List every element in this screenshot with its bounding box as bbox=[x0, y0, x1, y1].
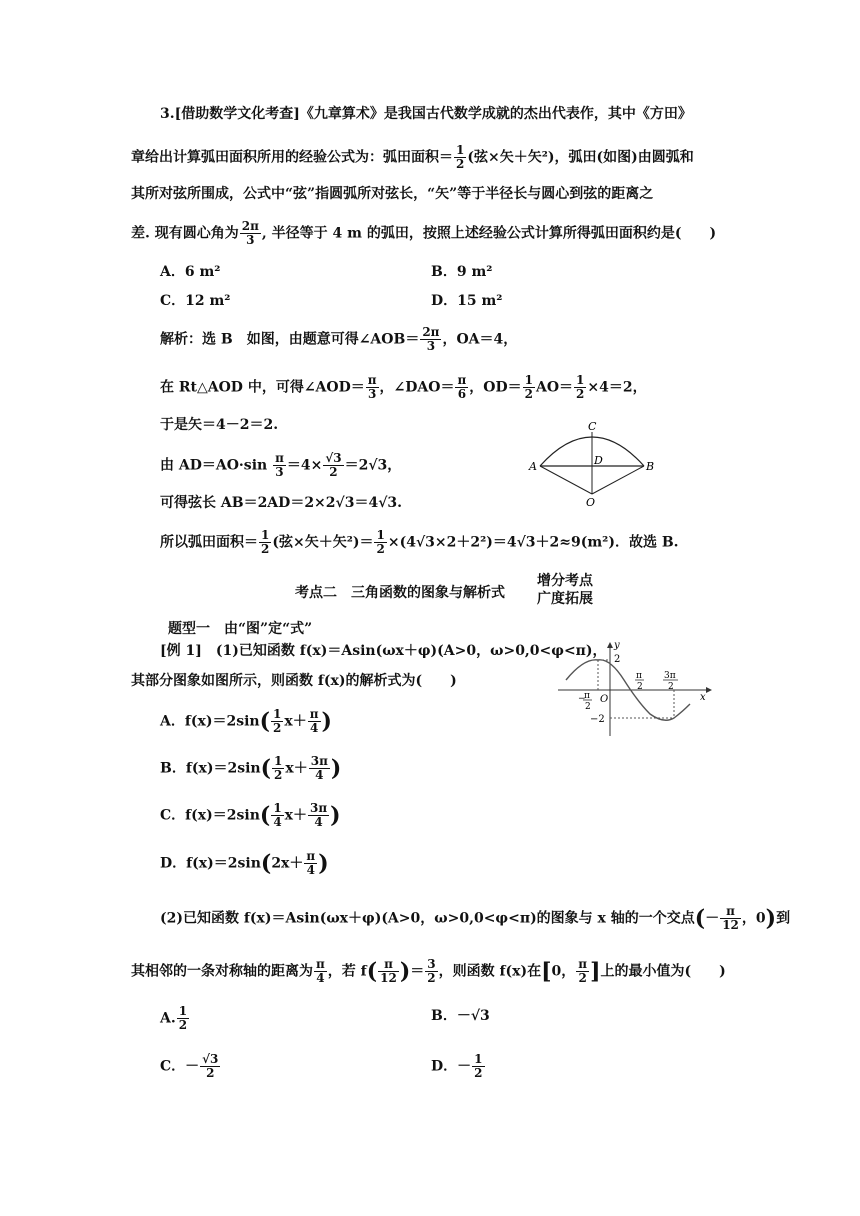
solution-line1: 解析：选 B 如图，由题意可得∠AOB＝ $\frac{2\pi}{3}$ ，OA＝4， bbox=[160, 325, 518, 353]
pi-half-num: π bbox=[636, 671, 642, 681]
q3-line3: 其所对弦所围成，公式中“弦”指圆弧所对弦长，“矢”等于半径长与圆心到弦的距离之 bbox=[131, 186, 654, 202]
question-type-heading: 题型一 由“图”定“式” bbox=[168, 621, 313, 637]
segment-bo bbox=[592, 466, 644, 494]
point-d-label: D bbox=[594, 454, 603, 467]
q3-option-c: C．12 m² bbox=[160, 293, 231, 309]
y-axis-label: y bbox=[614, 640, 620, 651]
y-axis-arrow bbox=[607, 642, 613, 648]
point-c-label: C bbox=[588, 420, 597, 433]
q3-line2: 章给出计算弧田面积所用的经验公式为：弧田面积＝ $\frac{1}{2}$ (弦×矢＋矢²)，弧田(如图)由圆弧和 bbox=[131, 143, 694, 171]
point-a-label: A bbox=[529, 460, 537, 473]
section-tag-1: 增分考点 bbox=[537, 573, 593, 589]
example1-option-b: B．f(x)＝2sin( $\frac{1}{2}$ x＋ $\frac{3\pi}{4}$ ) bbox=[160, 754, 342, 782]
max-value-label: 2 bbox=[614, 654, 621, 665]
solution-line4: 由 AD＝AO·sin $\frac{\pi}{3}$ ＝4× $\frac{√3}{2}$ ＝2√3， bbox=[160, 451, 402, 479]
solution-line5: 可得弦长 AB＝2AD＝2×2√3＝4√3. bbox=[160, 495, 403, 511]
neg-pi-half-sign: − bbox=[578, 694, 586, 704]
three-pi-half-den: 2 bbox=[668, 682, 674, 692]
point-b-label: B bbox=[646, 460, 655, 473]
example2-option-c: C．－ $\frac{√3}{2}$ bbox=[160, 1052, 219, 1080]
sine-graph-figure bbox=[558, 640, 718, 740]
q3-option-d: D．15 m² bbox=[431, 293, 503, 309]
three-pi-half-num: 3π bbox=[664, 671, 676, 681]
example2-option-b: B．－√3 bbox=[431, 1008, 490, 1024]
example2-line1: (2)已知函数 f(x)＝Asin(ωx＋φ)(A>0，ω>0,0<φ<π)的图象与 x 轴的一个交点(－ $\frac{\pi}{12}$ ，0)到 bbox=[160, 904, 791, 932]
example1-option-a: A．f(x)＝2sin( $\frac{1}{2}$ x＋ $\frac{\pi}{4}$ ) bbox=[160, 707, 332, 735]
example1-option-d: D．f(x)＝2sin(2x＋ $\frac{\pi}{4}$ ) bbox=[160, 849, 329, 877]
q3-line1: 3.[借助数学文化考查]《九章算术》是我国古代数学成就的杰出代表作，其中《方田》 bbox=[160, 106, 692, 122]
neg-pi-half-den: 2 bbox=[585, 702, 591, 712]
point-o-label: O bbox=[586, 496, 596, 509]
example2-option-a: A. $\frac{1}{2}$ bbox=[160, 1004, 188, 1032]
segment-ao bbox=[540, 466, 592, 494]
section-tag-2: 广度拓展 bbox=[537, 591, 593, 607]
q3-line4: 差. 现有圆心角为 $\frac{2\pi}{3}$ , 半径等于 4 m 的弧田，按照上述经验公式计算所得弧田面积约是( ) bbox=[131, 219, 717, 247]
solution-line6: 所以弧田面积＝ $\frac{1}{2}$ (弦×矢＋矢²)＝ $\frac{1}{2}$ ×(4√3×2＋2²)＝4√3＋2≈9(m²)．故选 B. bbox=[160, 528, 679, 556]
q3-option-b: B．9 m² bbox=[431, 264, 493, 280]
example1-line2: 其部分图象如图所示，则函数 f(x)的解析式为( ) bbox=[131, 673, 457, 689]
example2-line2: 其相邻的一条对称轴的距离为 $\frac{\pi}{4}$ ，若 f( $\frac{\pi}{12}$ )＝ $\frac{3}{2}$ ，则函数 f(x)在[0， $\frac{\pi}{2}$ ]上的最小值为( ) bbox=[131, 957, 726, 985]
example1-line1: [例 1] (1)已知函数 f(x)＝Asin(ωx＋φ)(A>0，ω>0,0<φ<π)， bbox=[160, 643, 607, 659]
section-title: 考点二 三角函数的图象与解析式 bbox=[295, 585, 505, 601]
origin-label: O bbox=[600, 694, 609, 705]
min-value-label: −2 bbox=[590, 714, 605, 725]
x-axis-label: x bbox=[700, 692, 706, 703]
example2-option-d: D．－ $\frac{1}{2}$ bbox=[431, 1052, 483, 1080]
example1-option-c: C．f(x)＝2sin( $\frac{1}{4}$ x＋ $\frac{3\pi}{4}$ ) bbox=[160, 801, 341, 829]
q3-option-a: A．6 m² bbox=[160, 264, 221, 280]
pi-half-den: 2 bbox=[637, 682, 643, 692]
neg-pi-half-num: π bbox=[584, 691, 590, 701]
arc-field-figure bbox=[520, 418, 660, 510]
x-axis-arrow bbox=[706, 687, 712, 693]
solution-line3: 于是矢＝4－2＝2. bbox=[160, 417, 279, 433]
solution-line2: 在 Rt△AOD 中，可得∠AOD＝ $\frac{\pi}{3}$ ，∠DAO＝ $\frac{\pi}{6}$ ，OD＝ $\frac{1}{2}$ AO＝ $\frac{1}{2}$ ×4＝2， bbox=[160, 373, 647, 401]
